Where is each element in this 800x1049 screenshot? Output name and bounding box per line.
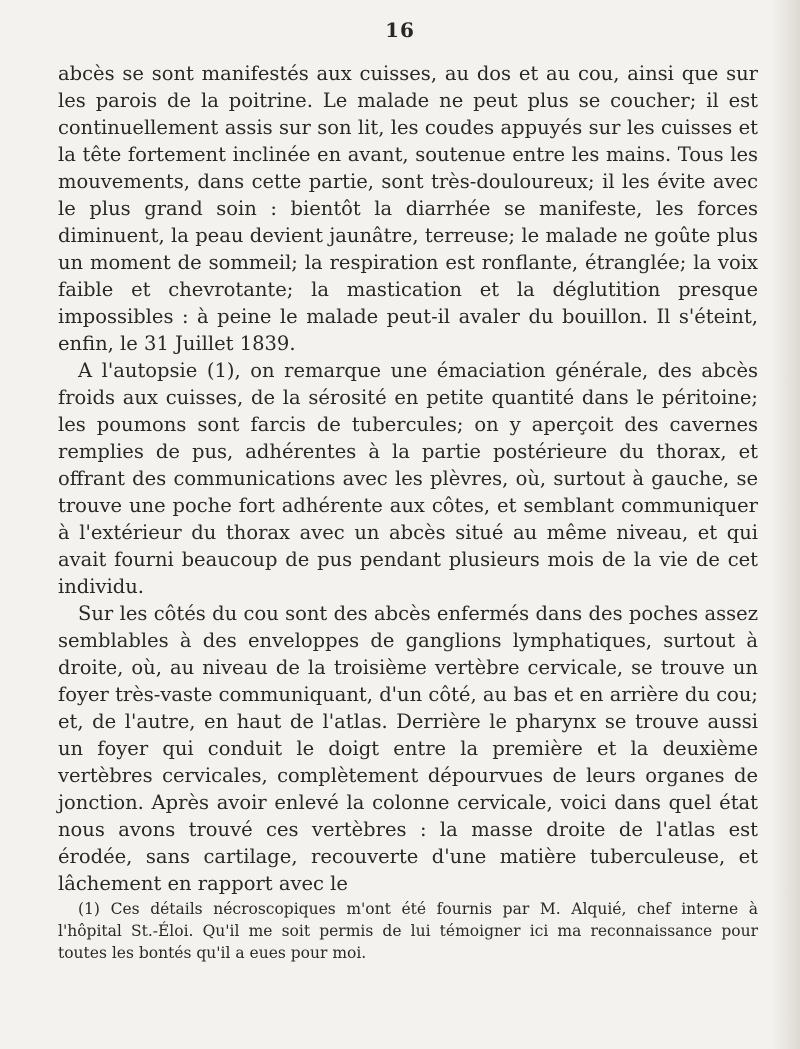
page-number: 16 (385, 18, 415, 42)
page-edge-shadow (772, 0, 800, 1049)
paragraph-neck-abscesses: Sur les côtés du cou sont des abcès enfermés dans des poches assez semblables à des enveloppes de ganglions lymphatiques, surtout à droite, où, au niveau de la troisième vertèbre cervicale, se trouve un foyer très-vaste communiquant, d'un côté, au bas et en arrière du cou; et, de l'autre, en haut de l'atlas. Derrière le pharynx se trouve aussi un foyer qui conduit le doigt entre la première et la deuxième vertèbres cervicales, complètement dépourvues de leurs organes de jonction. Après avoir enlevé la colonne cervicale, voici dans quel état nous avons trouvé ces vertèbres : la masse droite de l'atlas est érodée, sans cartilage, recouverte d'une matière tuberculeuse, et lâchement en rapport avec le (58, 602, 758, 895)
main-text (58, 60, 758, 897)
footnote: (1) Ces détails nécroscopiques m'ont été fournis par M. Alquié, chef interne à l'hôpital St.-Éloi. Qu'il me soit permis de lui témoigner ici ma reconnaissance pour toutes les bontés qu'il a eues pour moi. (58, 900, 758, 962)
paragraph-autopsy: A l'autopsie (1), on remarque une émaciation générale, des abcès froids aux cuisses, de la sérosité en petite quantité dans le péritoine; les poumons sont farcis de tubercules; on y aperçoit des cavernes remplies de pus, adhérentes à la partie postérieure du thorax, et offrant des communications avec les plèvres, où, surtout à gauche, se trouve une poche fort adhérente aux côtes, et semblant communiquer à l'extérieur du thorax avec un abcès situé au même niveau, et qui avait fourni beaucoup de pus pendant plusieurs mois de la vie de cet individu. (58, 359, 758, 598)
paragraph-continued: abcès se sont manifestés aux cuisses, au dos et au cou, ainsi que sur les parois de la poitrine. Le malade ne peut plus se coucher; il est continuellement assis sur son lit, les coudes appuyés sur les cuisses et la tête fortement inclinée en avant, soutenue entre les mains. Tous les mouvements, dans cette partie, sont très-douloureux; il les évite avec le plus grand soin : bientôt la diarrhée se manifeste, les forces diminuent, la peau devient jaunâtre, terreuse; le malade ne goûte plus un moment de sommeil; la respiration est ronflante, étranglée; la voix faible et chevrotante; la mastication et la déglutition presque impossibles : à peine le malade peut-il avaler du bouillon. Il s'éteint, enfin, le 31 Juillet 1839. (58, 62, 758, 355)
